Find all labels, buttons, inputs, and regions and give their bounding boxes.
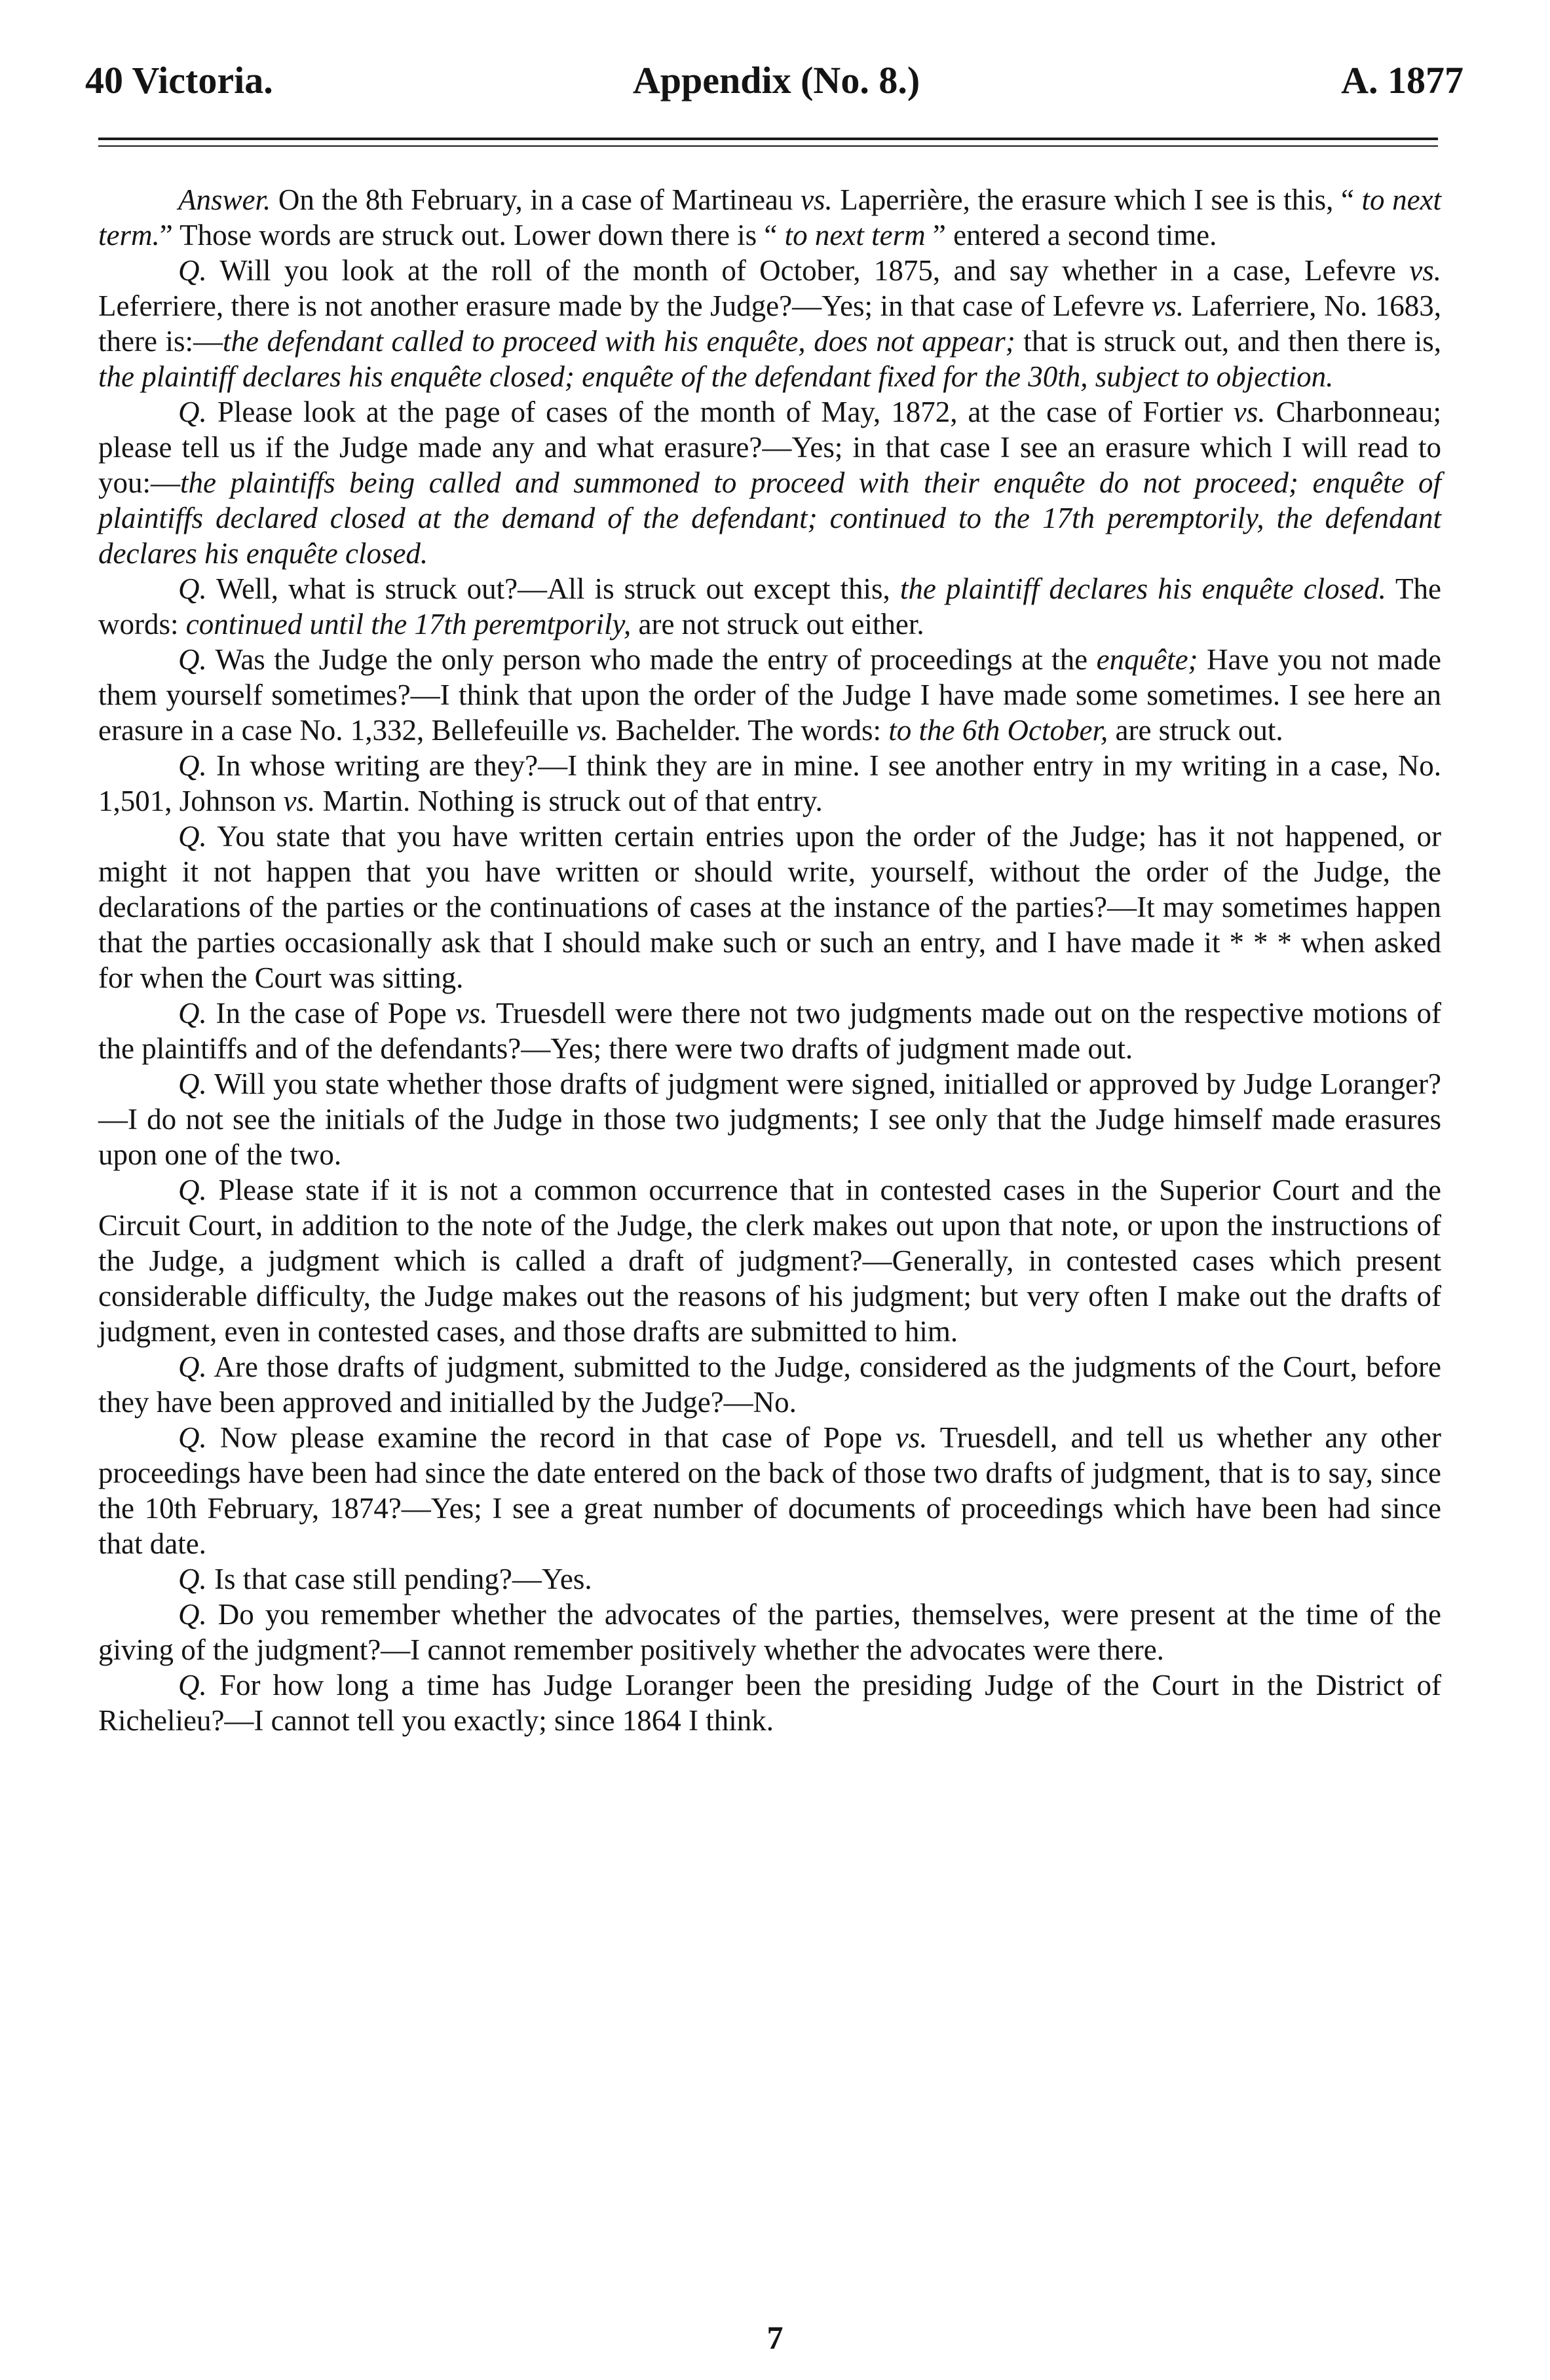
testimony-paragraph bbox=[98, 571, 1441, 642]
header-session: 40 Victoria. bbox=[85, 59, 273, 102]
text-run: Bachelder. The words: bbox=[608, 714, 889, 747]
testimony-paragraph bbox=[98, 748, 1441, 819]
speaker-label: Q. bbox=[178, 997, 207, 1030]
text-run: Martin. Nothing is struck out of that entry. bbox=[315, 785, 823, 817]
testimony-paragraph bbox=[98, 1561, 1441, 1597]
text-run: Laperrière, the erasure which I see is this, “ bbox=[832, 183, 1362, 216]
speaker-label: Q. bbox=[178, 396, 207, 428]
text-run: Truesdell, and tell us whether any other proceedings have been had since the date entered on the back of those two drafts of judgment, that is to say, since the 10th February, 1874?—Yes; I see a great number of documents of proceedings which have been had since that date. bbox=[98, 1421, 1441, 1560]
text-run: ” Those words are struck out. Lower down there is “ bbox=[159, 219, 785, 251]
text-run: Will you state whether those drafts of judgment were signed, initialled or approved by Judge Loranger?—I do not see the initials of the Judge in those two judgments; I see only that the Judge himself made erasures upon one of the two. bbox=[98, 1068, 1441, 1171]
text-run: Charbonneau; please tell us if the Judge made any and what erasure?—Yes; in that case I see an erasure which I will read to you:— bbox=[98, 396, 1441, 499]
text-run: In whose writing are they?—I think they are in mine. I see another entry in my writing in a case, No. 1,501, Johnson bbox=[98, 749, 1441, 817]
testimony-body bbox=[98, 182, 1441, 1738]
testimony-paragraph bbox=[98, 1066, 1441, 1172]
italic-phrase: continued until the 17th peremtporily, bbox=[185, 608, 632, 641]
text-run: are struck out. bbox=[1108, 714, 1283, 747]
text-run: The words: bbox=[98, 572, 1441, 641]
text-run: Leferriere, there is not another erasure made by the Judge?—Yes; in that case of Lefevre bbox=[98, 289, 1152, 322]
italic-phrase: vs. bbox=[1233, 396, 1266, 428]
speaker-label: Q. bbox=[178, 1421, 207, 1454]
testimony-paragraph bbox=[98, 1597, 1441, 1667]
speaker-label: Q. bbox=[178, 643, 207, 676]
italic-phrase: vs. bbox=[895, 1421, 928, 1454]
text-run: Is that case still pending?—Yes. bbox=[206, 1563, 592, 1595]
speaker-label: Q. bbox=[178, 1068, 207, 1100]
italic-phrase: to the 6th October, bbox=[888, 714, 1108, 747]
testimony-paragraph bbox=[98, 819, 1441, 995]
running-header bbox=[79, 58, 1474, 103]
text-run: Truesdell were there not two judgments made out on the respective motions of the plaintiffs and of the defendants?—Yes; there were two drafts of judgment made out. bbox=[98, 997, 1441, 1065]
speaker-label: Q. bbox=[178, 820, 207, 853]
testimony-paragraph bbox=[98, 1667, 1441, 1738]
testimony-paragraph bbox=[98, 253, 1441, 394]
header-rule-thin bbox=[98, 145, 1438, 147]
speaker-label: Q. bbox=[178, 1174, 207, 1206]
testimony-paragraph bbox=[98, 1172, 1441, 1349]
speaker-label: Answer. bbox=[178, 183, 271, 216]
testimony-paragraph bbox=[98, 1420, 1441, 1561]
italic-phrase: vs. bbox=[455, 997, 488, 1030]
italic-phrase: the plaintiff declares his enquête closed. bbox=[899, 572, 1386, 605]
text-run: Are those drafts of judgment, submitted to the Judge, considered as the judgments of the Court, before they have been approved and initialled by the Judge?—No. bbox=[98, 1350, 1441, 1419]
text-run: In the case of Pope bbox=[206, 997, 456, 1030]
testimony-paragraph bbox=[98, 394, 1441, 571]
text-run: On the 8th February, in a case of Martineau bbox=[271, 183, 801, 216]
text-run: For how long a time has Judge Loranger been the presiding Judge of the Court in the District of Richelieu?—I cannot tell you exactly; since 1864 I think. bbox=[98, 1669, 1441, 1737]
text-run: are not struck out either. bbox=[631, 608, 924, 641]
testimony-paragraph bbox=[98, 995, 1441, 1066]
italic-phrase: vs. bbox=[1409, 254, 1441, 287]
speaker-label: Q. bbox=[178, 749, 207, 782]
italic-phrase: to next term. bbox=[98, 183, 1442, 251]
italic-phrase: to next term bbox=[784, 219, 926, 251]
speaker-label: Q. bbox=[178, 1563, 207, 1595]
italic-phrase: vs. bbox=[576, 714, 609, 747]
text-run: Will you look at the roll of the month of October, 1875, and say whether in a case, Lefevre bbox=[206, 254, 1410, 287]
text-run: Have you not made them yourself sometimes?—I think that upon the order of the Judge I have made some sometimes. I see here an erasure in a case No. 1,332, Bellefeuille bbox=[98, 643, 1441, 747]
italic-phrase: vs. bbox=[800, 183, 833, 216]
speaker-label: Q. bbox=[178, 1669, 207, 1701]
italic-phrase: vs. bbox=[283, 785, 316, 817]
text-run: You state that you have written certain entries upon the order of the Judge; has it not happened, or might it not happen that you have written or should write, yourself, without the order of the Judge, the declarations of the parties or the continuations of cases at the instance of the parties?—It may sometimes happen that the parties occasionally ask that I should make such or such an entry, and I have made it * * * when asked for when the Court was sitting. bbox=[98, 820, 1441, 994]
text-run: Please state if it is not a common occurrence that in contested cases in the Superior Court and the Circuit Court, in addition to the note of the Judge, the clerk makes out upon that note, or upon the instructions of the Judge, a judgment which is called a draft of judgment?—Generally, in contested cases which present considerable difficulty, the Judge makes out the reasons of his judgment; but very often I make out the drafts of judgment, even in contested cases, and those drafts are submitted to him. bbox=[98, 1174, 1441, 1348]
header-appendix: Appendix (No. 8.) bbox=[632, 59, 920, 102]
text-run: Now please examine the record in that case of Pope bbox=[206, 1421, 896, 1454]
speaker-label: Q. bbox=[178, 1598, 207, 1631]
text-run: Was the Judge the only person who made the entry of proceedings at the bbox=[206, 643, 1097, 676]
italic-phrase: the plaintiff declares his enquête closed; enquête of the defendant fixed for the 30th, subject to objection. bbox=[98, 360, 1334, 393]
italic-phrase: the defendant called to proceed with his enquête, does not appear; bbox=[223, 325, 1015, 358]
testimony-paragraph bbox=[98, 642, 1441, 748]
text-run: Laferriere, No. 1683, there is:— bbox=[98, 289, 1441, 358]
speaker-label: Q. bbox=[178, 1350, 207, 1383]
header-year: A. 1877 bbox=[1341, 59, 1464, 102]
italic-phrase: the plaintiffs being called and summoned to proceed with their enquête do not proceed; enquête of plaintiffs declared closed at the demand of the defendant; continued to the 17th peremptorily, the defendant declares his enquête closed. bbox=[98, 466, 1441, 570]
text-run: Do you remember whether the advocates of the parties, themselves, were present at the time of the giving of the judgment?—I cannot remember positively whether the advocates were there. bbox=[98, 1598, 1441, 1666]
italic-phrase: enquête; bbox=[1096, 643, 1198, 676]
speaker-label: Q. bbox=[178, 254, 207, 287]
text-run: ” entered a second time. bbox=[925, 219, 1217, 251]
page-number: 7 bbox=[766, 2319, 784, 2356]
text-run: Please look at the page of cases of the month of May, 1872, at the case of Fortier bbox=[206, 396, 1234, 428]
text-run: that is struck out, and then there is, bbox=[1015, 325, 1441, 358]
italic-phrase: vs. bbox=[1152, 289, 1184, 322]
testimony-paragraph bbox=[98, 1349, 1441, 1420]
speaker-label: Q. bbox=[178, 572, 207, 605]
testimony-paragraph bbox=[98, 182, 1441, 253]
header-rule-thick bbox=[98, 138, 1438, 140]
text-run: Well, what is struck out?—All is struck out except this, bbox=[206, 572, 900, 605]
